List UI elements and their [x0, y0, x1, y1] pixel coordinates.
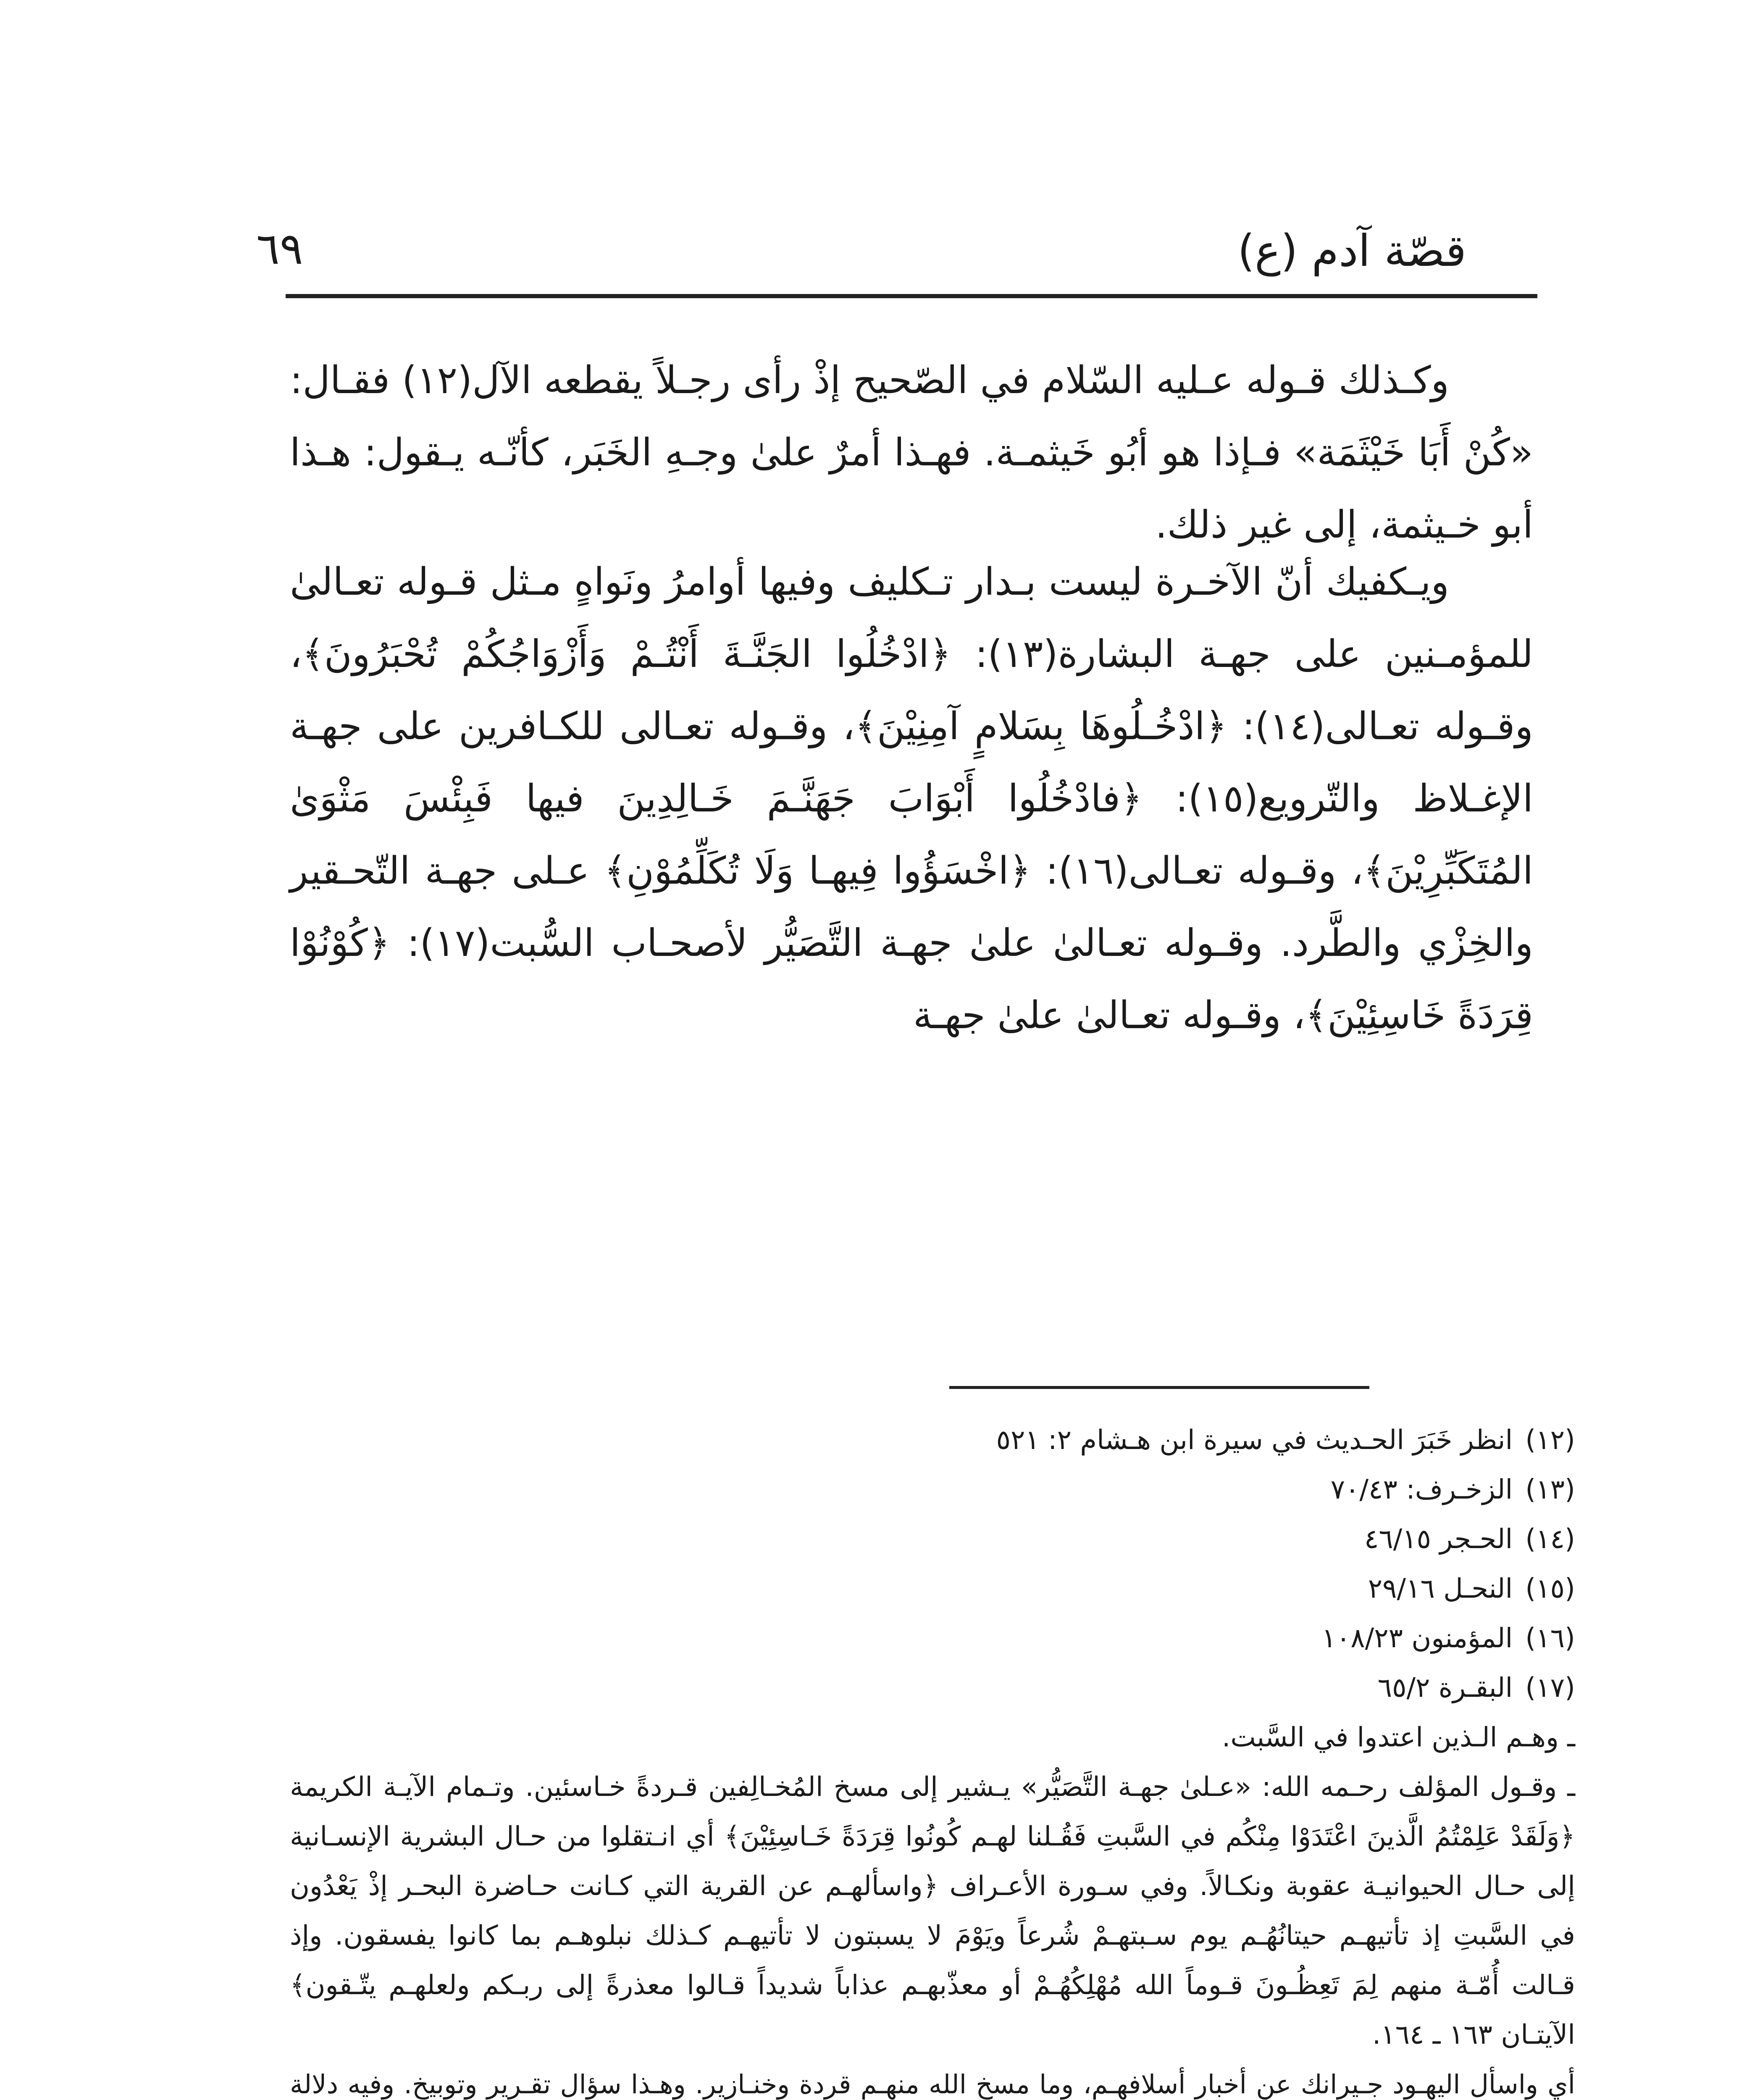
page-number: ٦٩ — [256, 223, 303, 274]
footnote-ref: (١٣) — [1525, 1474, 1575, 1505]
footnote-text: انظر خَبَرَ الحـديث في سيرة ابن هـشام ٢: ٥٢١ — [996, 1425, 1513, 1456]
header-rule — [286, 294, 1537, 298]
footnote-ref: (١٦) — [1525, 1623, 1575, 1654]
note-text: ـ وقـول المؤلف رحـمه الله: «عـلىٰ جهـة التَّصَيُّر» يـشير إلى مسخ المُخـالِفين قـردةً خـاسئين. وتـمام الآيـة الكريمة ﴿وَلَقَدْ عَلِمْتُمُ الَّذينَ اعْتَدَوْا مِنْكُم في السَّبتِ فَقُـلنا لهـم كُونُوا قِرَدَةً خَـاسِئِيْنَ﴾ أي انـتقلوا من حـال البشرية الإنسـانية إلى حـال الحيوانيـة عقوبة ونكـالاً. وفي سـورة الأعـراف ﴿واسألهـم عن القرية التي كـانت حـاضرة البحـر إذْ يَعْدُون في السَّبتِ إذ تأتيهـم حيتانُهُـم يوم سـبتهـمْ شُرعاً ويَوْمَ لا يسبتون لا تأتيهـم كـذلك نبلوهـم بما كانوا يفسقون. وإذ قـالت أُمّـة منهم لِمَ تَعِظُـونَ قـوماً الله مُهْلِكُهُـمْ أو معذّبهـم عذاباً شديداً قـالوا معذرةً إلى ربـكم ولعلهـم يتّـقون﴾ الآيتـان ١٦٣ ـ ١٦٤. — [290, 1772, 1575, 2050]
body-paragraph-2 — [290, 546, 1533, 1052]
note-text: ـ وهـم الـذين اعتدوا في السَّبت. — [1222, 1722, 1575, 1753]
editor-notes — [290, 1713, 1575, 2060]
body-paragraph-1 — [290, 344, 1533, 561]
footnote-text: البقـرة ٦٥/٢ — [1377, 1672, 1513, 1704]
footnotes — [290, 1415, 1575, 2100]
footnote-ref: (١٤) — [1525, 1524, 1575, 1555]
footnote-item — [290, 1614, 1575, 1663]
footnote-list — [290, 1415, 1575, 1713]
note-text: أي واسأل اليهـود جـيرانك عن أخبار أسلافهـم، وما مسخ الله منهـم قردة وخنـازير. وهـذا سؤال تقـرير وتوبيخ. وفيه دلالة — [290, 2069, 1575, 2100]
footnote-item — [290, 1465, 1575, 1515]
editor-notes-continued — [290, 2060, 1575, 2100]
footnote-item — [290, 1515, 1575, 1564]
footnote-text: الحـجر ٤٦/١٥ — [1364, 1524, 1513, 1555]
footnote-separator — [949, 1386, 1369, 1389]
footnote-item — [290, 1415, 1575, 1465]
footnote-ref: (١٥) — [1525, 1573, 1575, 1604]
paragraph-text: وكـذلك قـوله عـليه السّلام في الصّحيح إذْ رأى رجـلاً يقطعه الآل(١٢) فقـال: «كُنْ أَبَا خَيْثَمَة» فـإذا هو أبُو خَيثمـة. فهـذا أمرٌ علىٰ وجـهِ الخَبَر، كأنّـه يـقول: هـذا أبو خـيثمة، إلى غير ذلك. — [290, 358, 1533, 547]
footnote-text: الزخـرف: ٧٠/٤٣ — [1330, 1474, 1513, 1505]
footnote-item — [290, 1663, 1575, 1713]
paragraph-text: ويـكفيك أنّ الآخـرة ليست بـدار تـكليف وفيها أوامرُ ونَواهٍ مـثل قـوله تعـالىٰ للمؤمـنين على جهـة البشارة(١٣): ﴿ادْخُلُوا الجَنَّـةَ أَنْتُـمْ وَأَزْوَاجُكُمْ تُحْبَرُونَ﴾، وقـوله تعـالى(١٤): ﴿ادْخُـلُوهَا بِسَلامٍ آمِنِيْنَ﴾، وقـوله تعـالى للكـافرين على جهـة الإغـلاظ والتّرويع(١٥): ﴿فادْخُلُوا أَبْوَابَ جَهَنَّـمَ خَـالِدِينَ فيها فَبِئْسَ مَثْوَىٰ المُتَكَبِّرِيْنَ﴾، وقـوله تعـالى(١٦): ﴿اخْسَؤُوا فِيهـا وَلَا تُكَلِّمُوْنِ﴾ عـلى جهـة التّحـقير والخِزْي والطَّرد. وقـوله تعـالىٰ علىٰ جهـة التَّصَيُّر لأصحـاب السُّبت(١٧): ﴿كُوْنُوْا قِرَدَةً خَاسِئِيْنَ﴾، وقـوله تعـالىٰ علىٰ جهـة — [290, 560, 1533, 1037]
footnote-text: المؤمنون ١٠٨/٢٣ — [1321, 1623, 1513, 1654]
footnote-item — [290, 1564, 1575, 1614]
footnote-ref: (١٧) — [1525, 1672, 1575, 1704]
running-title: قصّة آدم (ع) — [1237, 225, 1466, 276]
footnote-text: النحـل ٢٩/١٦ — [1368, 1573, 1513, 1604]
footnote-ref: (١٢) — [1525, 1425, 1575, 1456]
